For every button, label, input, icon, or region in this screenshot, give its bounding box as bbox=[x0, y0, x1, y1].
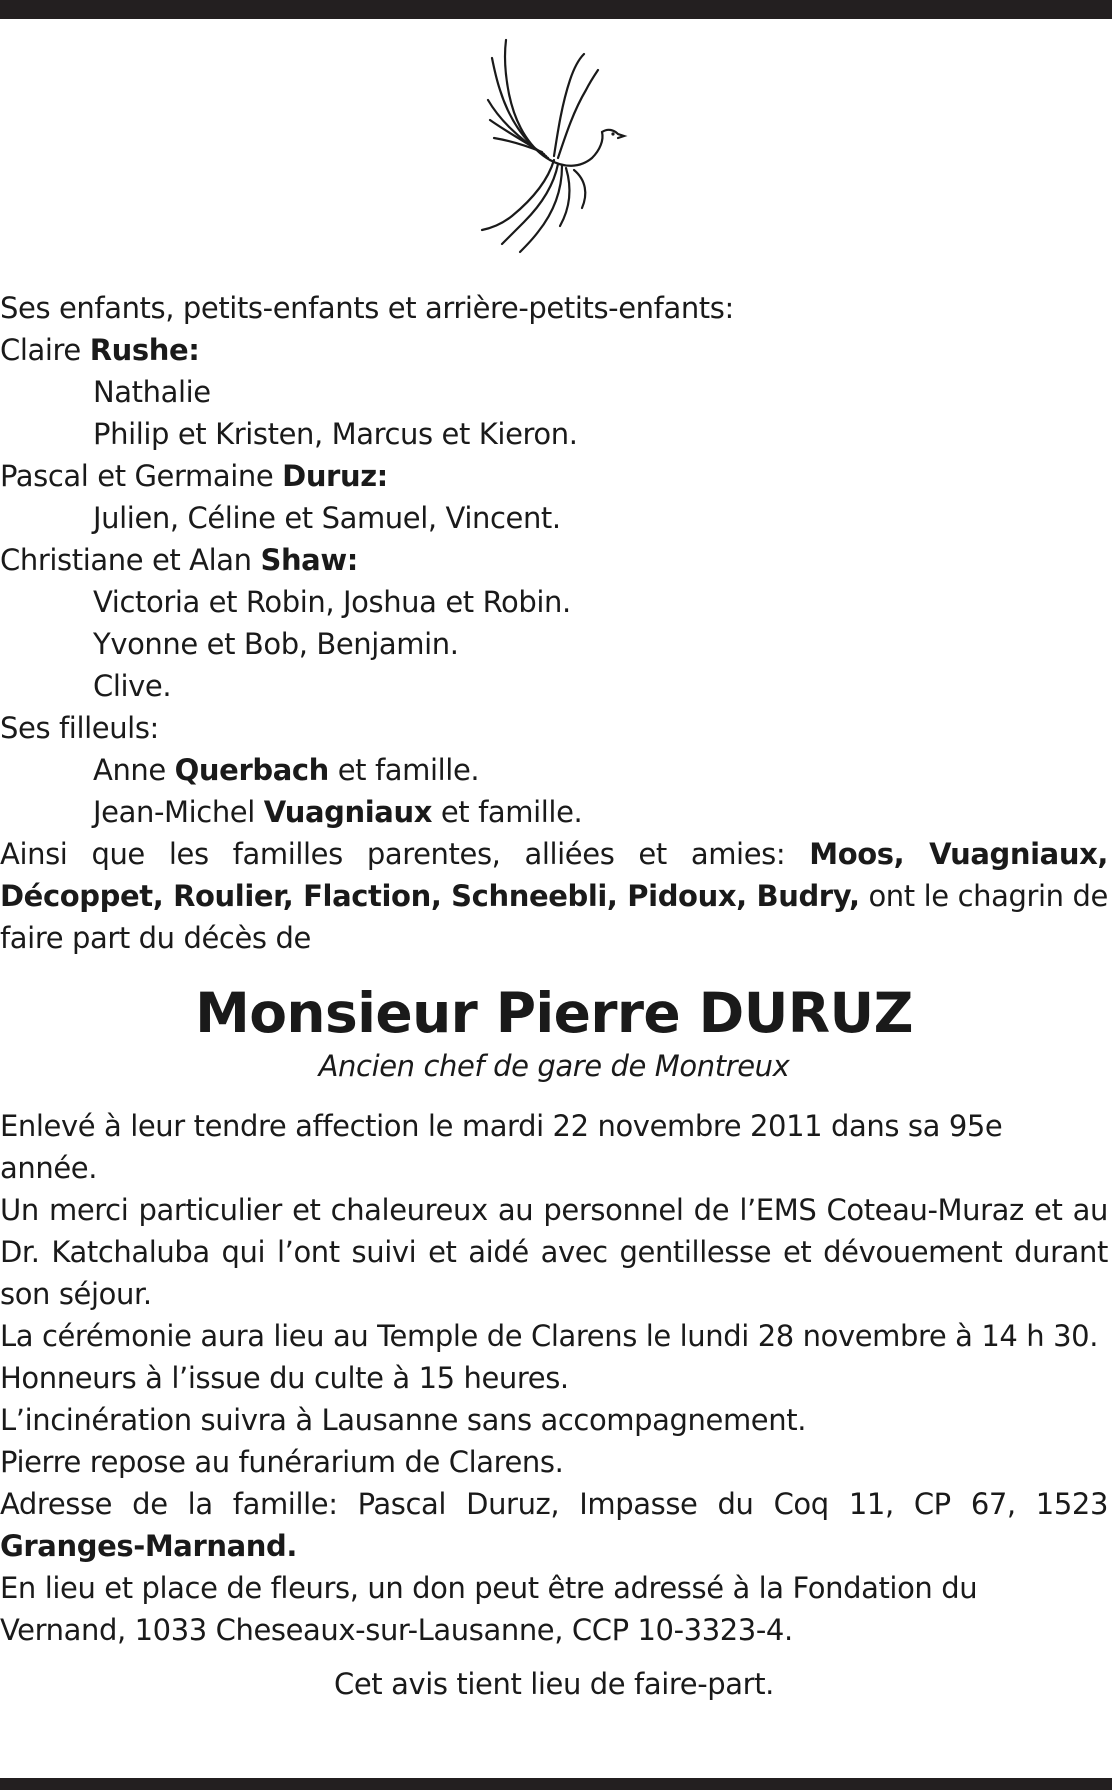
surname: Querbach bbox=[174, 753, 329, 787]
family-line: Christiane et Alan Shaw: bbox=[0, 543, 358, 577]
surname: Duruz: bbox=[282, 459, 388, 493]
relatives-paragraph: Ainsi que les familles parentes, alliées et amies: Moos, Vuagniaux, Décoppet, Roulier, Flaction, Schneebli, Pidoux, Budry, ont le chagrin de faire part du décès de bbox=[0, 837, 1109, 955]
godchild-line: Anne Querbach et famille. bbox=[93, 753, 480, 787]
child-line: Philip et Kristen, Marcus et Kieron. bbox=[93, 417, 578, 451]
address-town: Granges-Marnand. bbox=[0, 1529, 298, 1563]
godchildren-label: Ses filleuls: bbox=[0, 711, 159, 745]
death-paragraph: Enlevé à leur tendre affection le mardi 22 novembre 2011 dans sa 95e année. bbox=[0, 1109, 1003, 1185]
godchild-line: Jean-Michel Vuagniaux et famille. bbox=[93, 795, 583, 829]
deceased-title: Ancien chef de gare de Montreux bbox=[318, 1049, 790, 1083]
relatives-names: Moos, Vuagniaux, Décoppet, Roulier, Flaction, Schneebli, Pidoux, Budry, bbox=[0, 837, 1109, 913]
child-line: Clive. bbox=[93, 669, 172, 703]
top-rule bbox=[0, 0, 1112, 19]
bottom-rule bbox=[0, 1778, 1112, 1790]
closing-line: Cet avis tient lieu de faire-part. bbox=[334, 1667, 774, 1701]
cremation-line: L’incinération suivra à Lausanne sans accompagnement. bbox=[0, 1403, 807, 1437]
child-line: Julien, Céline et Samuel, Vincent. bbox=[93, 501, 561, 535]
surname: Rushe: bbox=[89, 333, 200, 367]
address-paragraph: Adresse de la famille: Pascal Duruz, Impasse du Coq 11, CP 67, 1523 Granges-Marnand. bbox=[0, 1487, 1108, 1563]
surname: Vuagniaux bbox=[263, 795, 433, 829]
thanks-paragraph: Un merci particulier et chaleureux au personnel de l’EMS Coteau-Muraz et au Dr. Katchaluba qui l’ont suivi et aidé avec gentillesse et dévouement durant son séjour. bbox=[0, 1193, 1108, 1311]
deceased-name: Monsieur Pierre DURUZ bbox=[195, 981, 913, 1045]
donation-paragraph: En lieu et place de fleurs, un don peut être adressé à la Fondation du Vernand, 1033 Cheseaux-sur-Lausanne, CCP 10-3323-4. bbox=[0, 1571, 978, 1647]
family-line: Pascal et Germaine Duruz: bbox=[0, 459, 388, 493]
child-line: Victoria et Robin, Joshua et Robin. bbox=[93, 585, 571, 619]
honours-line: Honneurs à l’issue du culte à 15 heures. bbox=[0, 1361, 569, 1395]
surname: Shaw: bbox=[260, 543, 358, 577]
obituary-text bbox=[0, 287, 1108, 1705]
dove-icon bbox=[462, 30, 634, 266]
rest-line: Pierre repose au funérarium de Clarens. bbox=[0, 1445, 564, 1479]
child-line: Nathalie bbox=[93, 375, 211, 409]
family-line: Claire Rushe: bbox=[0, 333, 200, 367]
intro-line: Ses enfants, petits-enfants et arrière-petits-enfants: bbox=[0, 291, 734, 325]
child-line: Yvonne et Bob, Benjamin. bbox=[93, 627, 459, 661]
ceremony-paragraph: La cérémonie aura lieu au Temple de Clarens le lundi 28 novembre à 14 h 30. bbox=[0, 1319, 1099, 1353]
